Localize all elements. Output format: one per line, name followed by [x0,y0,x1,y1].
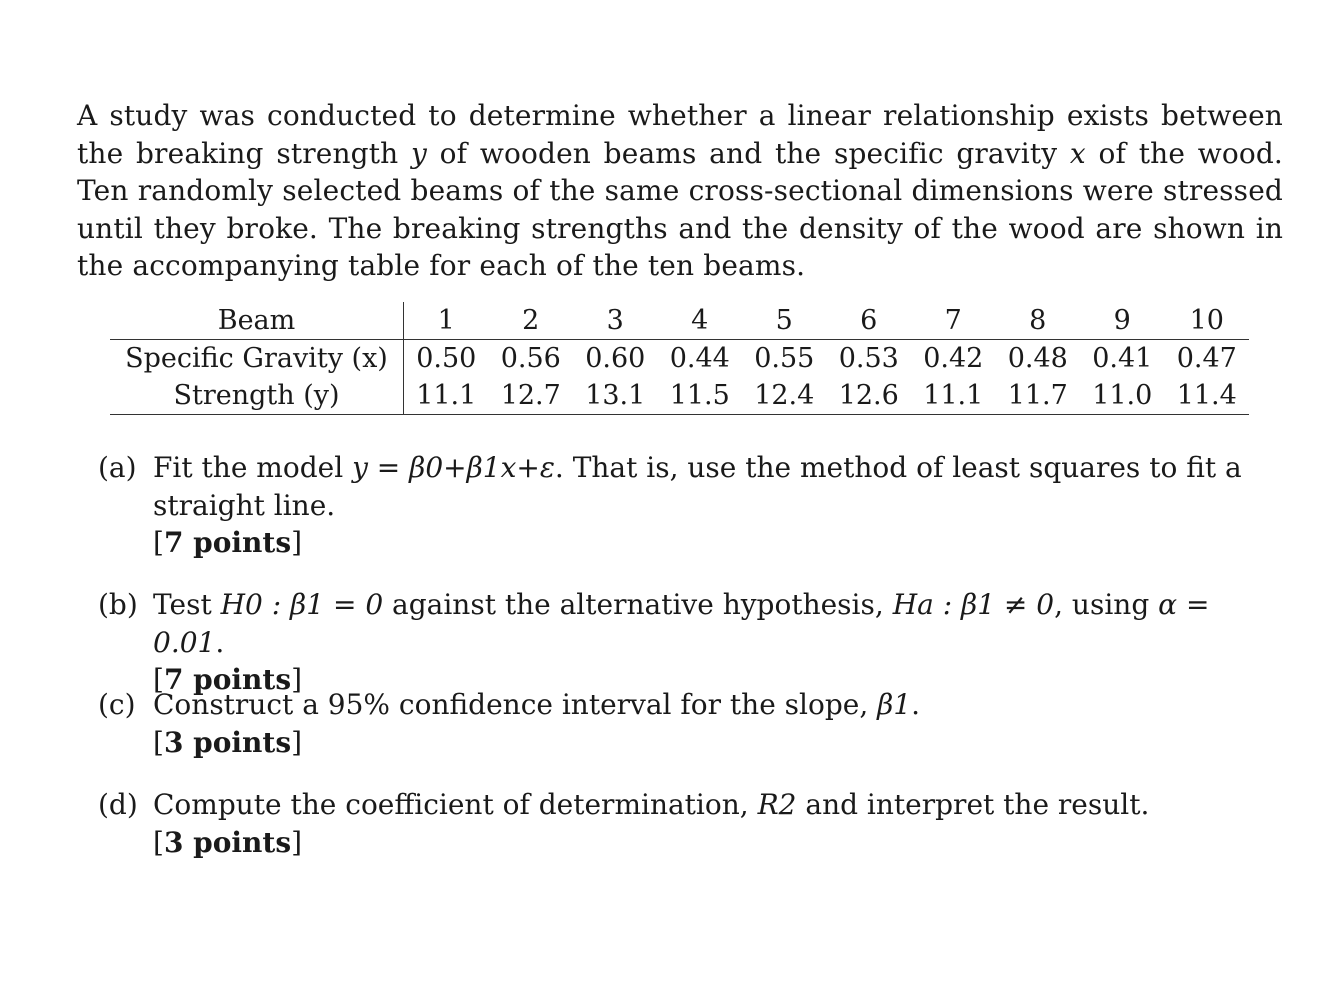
gravity-cell: 0.56 [500,343,561,374]
question-a-body [153,449,1288,562]
beam-cell: 3 [573,302,658,340]
gravity-cell: 0.55 [754,343,815,374]
question-d-label: (d) [98,788,138,821]
gravity-label: Specific Gravity (x) [110,340,404,378]
gravity-row [110,340,1249,378]
gravity-cell: 0.50 [416,343,477,374]
beam-cell: 4 [658,302,743,340]
strength-cell: 11.4 [1165,377,1250,415]
strength-cell: 11.7 [996,377,1081,415]
gravity-cell: 0.42 [923,343,984,374]
strength-cell: 11.5 [658,377,743,415]
question-b-lead: Test [153,588,221,621]
question-a-points: [7 points] [153,526,303,559]
question-b-label: (b) [98,588,138,621]
question-c-end: . [911,688,921,721]
beam-cell: 10 [1165,302,1250,340]
question-d-tail: and interpret the result. [796,788,1150,821]
question-a-model: y = β0+β1x+ε [352,451,555,484]
beam-cell: 2 [489,302,574,340]
question-b-tail: , using [1054,588,1159,621]
beam-data-table [110,302,1249,415]
question-b-body [153,586,1288,699]
gravity-cell: 0.48 [1007,343,1068,374]
question-a-lead: Fit the model [153,451,353,484]
gravity-cell: 0.60 [585,343,646,374]
question-c [98,686,1288,761]
beam-cell: 1 [404,302,489,340]
points-value: 3 points [163,825,292,859]
strength-row [110,377,1249,415]
strength-cell: 12.4 [742,377,827,415]
beam-cell: 7 [911,302,996,340]
table-header-row [110,302,1249,340]
alt-hypothesis: Ha : β1 ≠ 0 [892,588,1055,621]
strength-label: Strength (y) [110,377,404,415]
alpha-level: α = 0.01 [153,588,1210,659]
question-c-body [153,686,1288,761]
question-b-middle: against the alternative hypothesis, [383,588,893,621]
question-b-points: [7 points] [153,663,303,696]
question-d-points: [3 points] [153,825,303,859]
gravity-cell: 0.53 [838,343,899,374]
beam-cell: 6 [827,302,912,340]
strength-cell: 11.1 [911,377,996,415]
question-d-lead: Compute the coefficient of determination, [153,788,758,821]
strength-cell: 11.1 [404,377,489,415]
intro-text-3: of the wood. Ten randomly selected beams of the same cross-sectional dimensions were stressed until they broke. The breaking strengths and the density of the wood are shown in the accompanying table for each of the ten beams. [77,136,1283,282]
gravity-cell: 0.41 [1092,343,1153,374]
question-a-label: (a) [98,451,137,484]
strength-cell: 12.7 [489,377,574,415]
intro-text-2: of wooden beams and the specific gravity [426,136,1070,170]
slope-symbol: β1 [877,688,912,721]
strength-cell: 13.1 [573,377,658,415]
r-squared: R2 [757,788,797,821]
strength-cell: 11.0 [1080,377,1165,415]
question-d-body [153,786,1288,861]
problem-statement [77,97,1283,285]
question-c-points: [3 points] [153,725,303,759]
beam-cell: 8 [996,302,1081,340]
points-value: 7 points [163,663,292,696]
question-d [98,786,1288,861]
intro-text-1: A study was conducted to determine whether a linear relationship exists between the breaking strength [77,99,1283,170]
var-x: x [1069,136,1086,170]
header-label: Beam [110,302,404,340]
question-c-text: Construct a 95% confidence interval for the slope, [153,688,878,721]
points-value: 3 points [163,725,292,759]
beam-cell: 9 [1080,302,1165,340]
question-b [98,586,1288,699]
question-b-end: . [215,625,225,659]
points-value: 7 points [163,526,292,559]
beam-cell: 5 [742,302,827,340]
gravity-cell: 0.47 [1176,343,1237,374]
null-hypothesis: H0 : β1 = 0 [220,588,384,621]
question-a-tail: . That is, use the method of least squares to fit a straight line. [153,451,1242,522]
question-c-label: (c) [98,688,136,721]
var-y: y [411,136,427,170]
gravity-cell: 0.44 [669,343,730,374]
question-a [98,449,1288,562]
strength-cell: 12.6 [827,377,912,415]
